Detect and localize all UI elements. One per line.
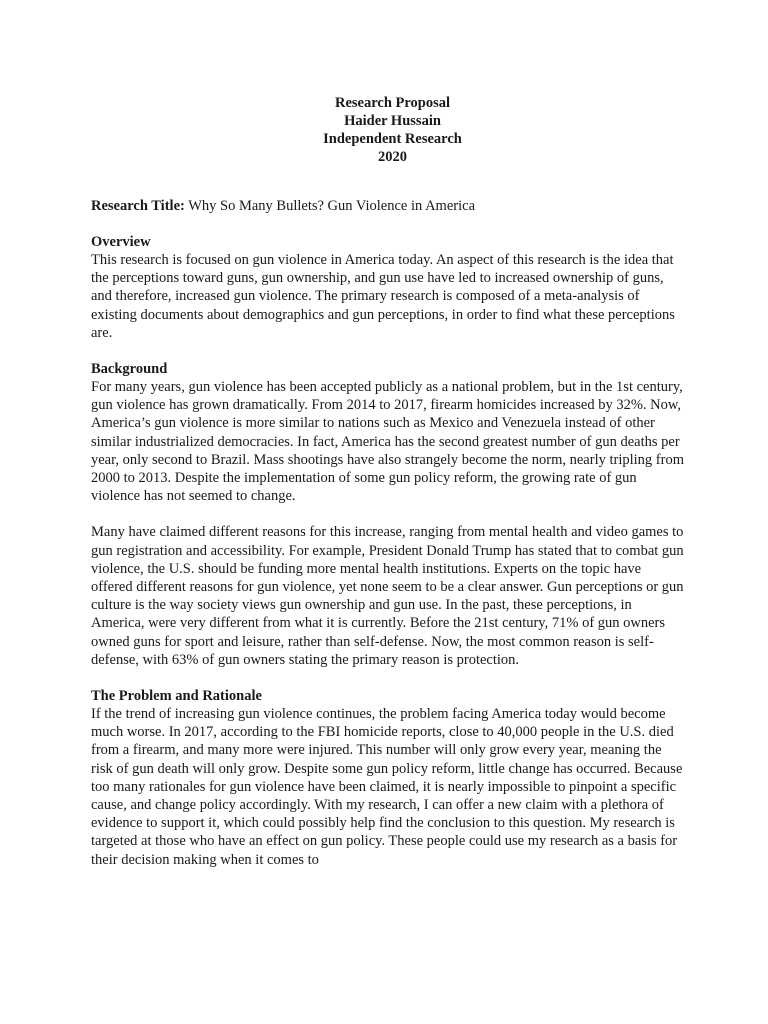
research-title-label: Research Title:	[91, 198, 185, 214]
background-heading: Background	[91, 361, 168, 378]
problem-paragraph: If the trend of increasing gun violence continues, the problem facing America today would become much worse. In 2017, according to the FBI homicide reports, close to 40,000 people in the U.S. died from a firearm, and many more were injured. This number will only grow every year, meaning the risk of gun death will only grow. Despite some gun policy reform, little change has occurred. Because too many rationales for gun violence have been claimed, it is nearly impossible to pinpoint a specific cause, and change policy accordingly. With my research, I can offer a new claim with a plethora of evidence to support it, which could possibly help find the conclusion to this question. My research is targeted at those who have an effect on gun policy. These people could use my research as a basis for their decision making when it comes to	[91, 706, 683, 868]
research-title-line	[91, 197, 686, 215]
problem-section	[91, 687, 686, 869]
background-paragraph-1: For many years, gun violence has been accepted publicly as a national problem, but in the 1st century, gun violence has grown dramatically. From 2014 to 2017, firearm homicides increased by 32%. Now, America’s gun violence is more similar to nations such as Mexico and Venezuela instead of other similar industrialized democracies. In fact, America has the second greatest number of gun deaths per year, only second to Brazil. Mass shootings have also strangely become the norm, nearly tripling from 2000 to 2013. Despite the implementation of some gun policy reform, the growing rate of gun violence has not seemed to change.	[91, 379, 684, 505]
header-year: 2020	[378, 149, 407, 165]
header-title: Research Proposal	[334, 95, 451, 111]
background-paragraph-2: Many have claimed different reasons for this increase, ranging from mental health and video games to gun registration and accessibility. For example, President Donald Trump has stated that to combat gun violence, the U.S. should be funding more mental health institutions. Experts on the topic have offered different reasons for gun violence, yet none seem to be a clear answer. Gun perceptions or gun culture is the way society views gun ownership and gun use. In the past, these perceptions, in America, were very different from what it is currently. Before the 21st century, 71% of gun owners owned guns for sport and leisure, rather than self-defense. Now, the most common reason is self-defense, with 63% of gun owners stating the primary reason is protection.	[91, 524, 684, 668]
header-author: Haider Hussain	[344, 113, 441, 129]
problem-heading: The Problem and Rationale	[91, 688, 262, 705]
overview-section	[91, 233, 686, 342]
background-section	[91, 360, 686, 669]
research-title-value: Why So Many Bullets? Gun Violence in America	[184, 198, 475, 214]
overview-heading: Overview	[91, 234, 151, 250]
overview-paragraph: This research is focused on gun violence in America today. An aspect of this research is the idea that the perceptions toward guns, gun ownership, and gun use have led to increased ownership of guns, and therefore, increased gun violence. The primary research is composed of a meta-analysis of existing documents about demographics and gun perceptions, in order to find what these perceptions are.	[91, 252, 675, 341]
header-course: Independent Research	[323, 131, 462, 147]
document-header	[91, 94, 686, 166]
